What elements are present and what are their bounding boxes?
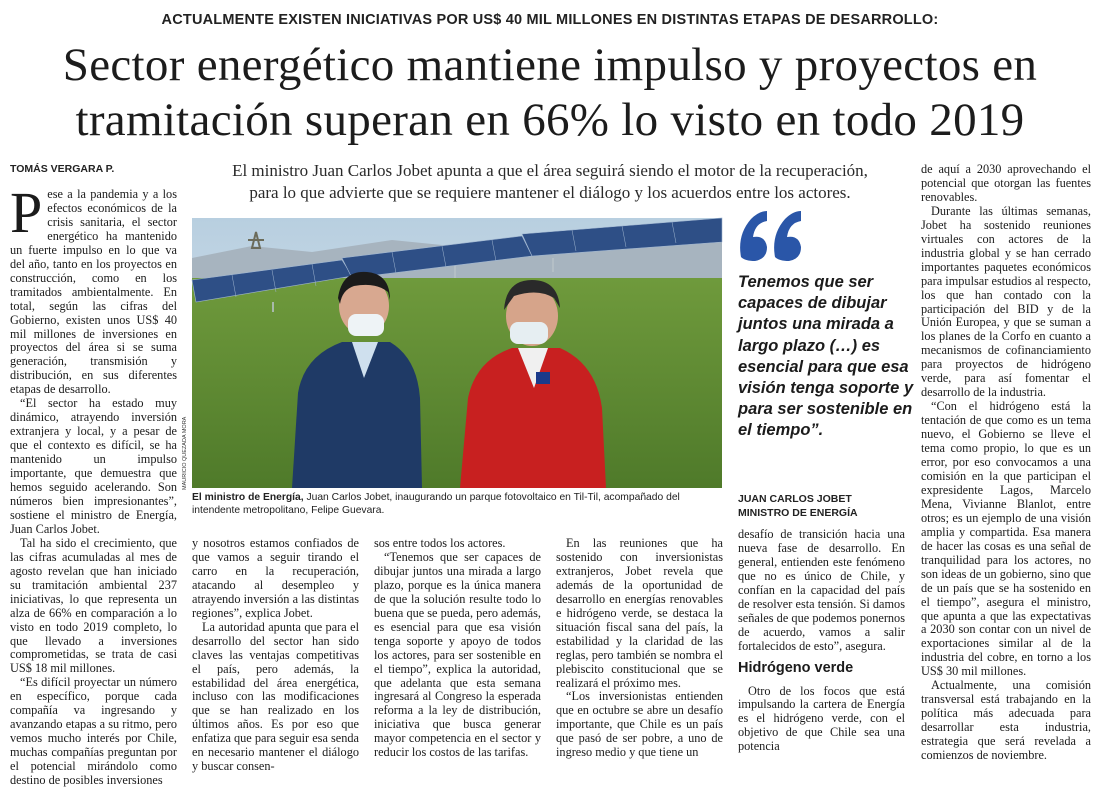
paragraph: “Tenemos que ser capaces de dibujar juntos una mirada a largo plazo, porque es la única manera de que la solución resulte todo lo buena que se pueda, pero además, es esencial para que esa visión tenga soporte y apoyo de todos los actores, para ser sostenible en el tiempo”, explica la autoridad, que adelanta que esta semana ingresará al Congreso la esperada reforma a la ley de distribución, iniciativa que busca generar mayor competencia en el sector y reducir los costos de las tarifas. [374, 549, 541, 760]
paragraph: desafío de transición hacia una nueva fase de desarrollo. En general, entienden este fenómeno que no es único de Chile, y confían en la capacidad del país de resolver esta tensión. Si damos señales de que podemos ponernos de acuerdo, vamos a salir fortalecidos de esto”, asegura. [738, 527, 905, 653]
pull-quote: Tenemos que ser capaces de dibujar juntos una mirada a largo plazo (…) es esencial para que esa visión tenga soporte y para ser sostenible en el tiempo”. [738, 273, 914, 440]
solar-park-photo [192, 218, 722, 488]
paragraph: sos entre todos los actores. [374, 536, 506, 550]
paragraph: Actualmente, una comisión transversal está trabajando en la política más adecuada para desarrollar esta industria, estrategia que será revelada a comienzos de noviembre. [921, 678, 1091, 763]
photo-caption [192, 492, 727, 517]
paragraph: Tal ha sido el crecimiento, que las cifras acumuladas al mes de agosto revelan que han iniciado su tramitación ambiental 237 iniciativas, lo que representa un alza de 66% en comparación a lo visto en todo 2019 completo, lo que llevado a inversiones comprometidas, se trata de casi US$ 18 mil millones. [10, 535, 177, 676]
photo-credit: MAURICIO QUEZADA MORA [182, 416, 188, 490]
quote-author-role: MINISTRO DE ENERGÍA [738, 507, 858, 519]
caption-text: Juan Carlos Jobet, inaugurando un parque fotovoltaico en Til-Til, acompañado del intendente metropolitano, Felipe Guevara. [192, 492, 680, 516]
paragraph: Otro de los focos que está impulsando la cartera de Energía es el hidrógeno verde, con el objetivo de que Chile sea una potencia [738, 683, 905, 754]
paragraph: “Los inversionistas entienden que en octubre se abre un desafío importante, que Chile es un país que pasó de ser pobre, a uno de ingreso medio y que tiene un [556, 689, 723, 760]
quote-mark-icon [737, 205, 807, 265]
paragraph: y nosotros estamos confiados de que vamos a seguir tirando el carro en la recuperación, atacando al desempleo y atrayendo inversión a las distintas regiones”, explica Jobet. [192, 536, 359, 620]
paragraph: “Es difícil proyectar un número en específico, porque cada compañía va ingresando y avanzando etapas a su ritmo, pero vemos mucho interés por Chile, muchas compañías preguntan por el potencial mirándolo como destino de posibles inversiones [10, 675, 177, 788]
caption-lead: El ministro de Energía, [192, 492, 304, 503]
drop-cap: P [10, 180, 43, 245]
article-column-3 [374, 536, 541, 760]
headline-line-1: Sector energético mantiene impulso y proyectos en [62, 39, 1038, 91]
paragraph: “Con el hidrógeno está la tentación de que como es un tema nuevo, el Gobierno se lleve el tema como propio, lo que es un error, por eso convocamos a una comisión en la que participan el expresidente Lagos, Marcelo Mena, Vivianne Blanlot, entre otros; es un ejemplo de una visión amplia y compartida. Esa manera de hacer las cosas es una señal de tranquilidad para los actores, no son ideas de un gobierno, sino que de un país que se ha sostenido en el tiempo”, asegura el ministro, que apunta a que las expectativas a 2030 son contar con un nivel de exportaciones similar al de la industria del cobre, en torno a los US$ 30 mil millones. [921, 399, 1091, 679]
article-column-2 [192, 536, 359, 774]
article-photo [192, 218, 722, 488]
paragraph: Durante las últimas semanas, Jobet ha sostenido reuniones virtuales con actores de la industria global y se han cerrado importantes paquetes económicos para impulsar estudios al respecto, los que han contado con la participación del BID y de la Unión Europea, y que se suman a los planes de la Corfo en cuanto a mecanismos de cofinanciamiento para proyectos de hidrógeno verde, para así fomentar el desarrollo de la industria. [921, 203, 1091, 400]
quote-author: JUAN CARLOS JOBET [738, 493, 852, 505]
quote-attribution [738, 492, 858, 520]
byline: TOMÁS VERGARA P. [10, 163, 115, 175]
paragraph: Pese a la pandemia y a los efectos económicos de la crisis sanitaria, el sector energético ha mantenido un fuerte impulso en lo que va del año, tanto en los proyectos en construcción, como en los tramitados ambientalmente. En total, según las cifras del Gobierno, existen unos US$ 40 mil millones de inversiones en proyectos del área si se suma generación, transmisión y distribución, en sus diferentes etapas de desarrollo. [10, 180, 177, 397]
article-column-6 [921, 162, 1091, 763]
subheadline-line-2: para lo que advierte que se requiere mantener el diálogo y los acuerdos entre los actores. [249, 182, 851, 202]
article-column-5 [738, 527, 905, 754]
subheadline-line-1: El ministro Juan Carlos Jobet apunta a que el área seguirá siendo el motor de la recuperación, [232, 161, 868, 180]
paragraph: de aquí a 2030 aprovechando el potencial que otorgan las fuentes renovables. [921, 162, 1091, 204]
subheadline [180, 160, 920, 203]
kicker: ACTUALMENTE EXISTEN INICIATIVAS POR US$ 40 MIL MILLONES EN DISTINTAS ETAPAS DE DESARROLLO: [161, 12, 939, 28]
paragraph: En las reuniones que ha sostenido con inversionistas extranjeros, Jobet revela que además de la oportunidad de desarrollo en energías renovables e hidrógeno verde, se destaca la situación fiscal sana del país, la estabilidad y la claridad de las reglas, pero también se nombra el plebiscito constitucional que se realizará el próximo mes. [556, 536, 723, 690]
article-column-4 [556, 536, 723, 760]
article-column-1 [10, 180, 177, 788]
section-subtitle: Hidrógeno verde [738, 659, 854, 676]
headline [0, 38, 1100, 148]
headline-line-2: tramitación superan en 66% lo visto en todo 2019 [75, 94, 1025, 146]
paragraph: La autoridad apunta que para el desarrollo del sector han sido claves las ventajas competitivas el país, pero además, la estabilidad del área energética, incluso con las modificaciones que se han realizado en los últimos años. Es por eso que enfatiza que para seguir esa senda en necesario mantener el diálogo y buscar consen- [192, 619, 359, 774]
paragraph: “El sector ha estado muy dinámico, atrayendo inversión extranjera y local, y a pesar de que el contexto es difícil, se ha mantenido un impulso importante, que demuestra que hemos seguido acelerando. Son números bien impresionantes”, sostiene el ministro de Energía, Juan Carlos Jobet. [10, 396, 177, 536]
